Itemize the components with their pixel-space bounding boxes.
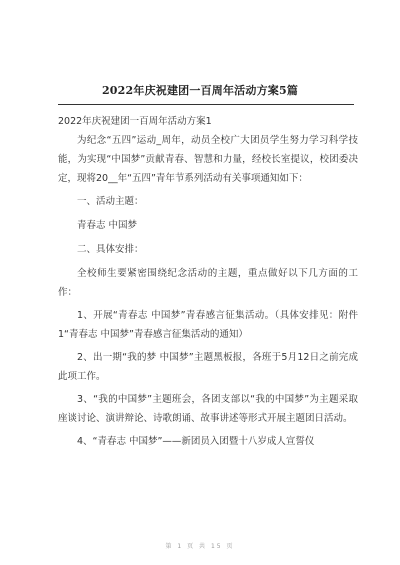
paragraph: 青春志 中国梦: [77, 220, 138, 231]
title-divider: [58, 104, 354, 105]
paragraph: 2、出一期“我的梦 中国梦”主题黑板报，各班于5月12日之前完成此项工作。: [58, 352, 358, 382]
paragraph: 二、具体安排：: [77, 244, 144, 255]
paragraph: 4、“青春志 中国梦”——新团员入团暨十八岁成人宣誓仪: [77, 436, 315, 447]
paragraph: 全校师生要紧密围绕纪念活动的主题，重点做好以下几方面的工作：: [58, 268, 358, 298]
paragraph: 3、“我的中国梦”主题班会，各团支部以“我的中国梦”为主题采取座谈讨论、演讲辩论、诗歌朗诵、故事讲述等形式开展主题团日活动。: [58, 394, 358, 424]
document-title: 2022年庆祝建团一百周年活动方案5篇: [101, 84, 299, 97]
document-body: [58, 131, 358, 455]
paragraph: 1、开展“青春志 中国梦”青春感言征集活动。（具体安排见：附件1“青春志 中国梦”青春感言征集活动的通知）: [58, 310, 358, 340]
paragraph: 一、活动主题：: [77, 196, 144, 207]
paragraph: 为纪念“五四”运动_周年，动员全校广大团员学生努力学习科学技能，为实现“中国梦”贡献青春、智慧和力量，经校长室提议，校团委决定，现将20__年“五四”青年节系列活动有关事项通知如下：: [58, 135, 358, 184]
page-footer: 第 1 页 共 15 页: [165, 543, 235, 550]
section-subheading: 2022年庆祝建团一百周年活动方案1: [58, 116, 212, 127]
